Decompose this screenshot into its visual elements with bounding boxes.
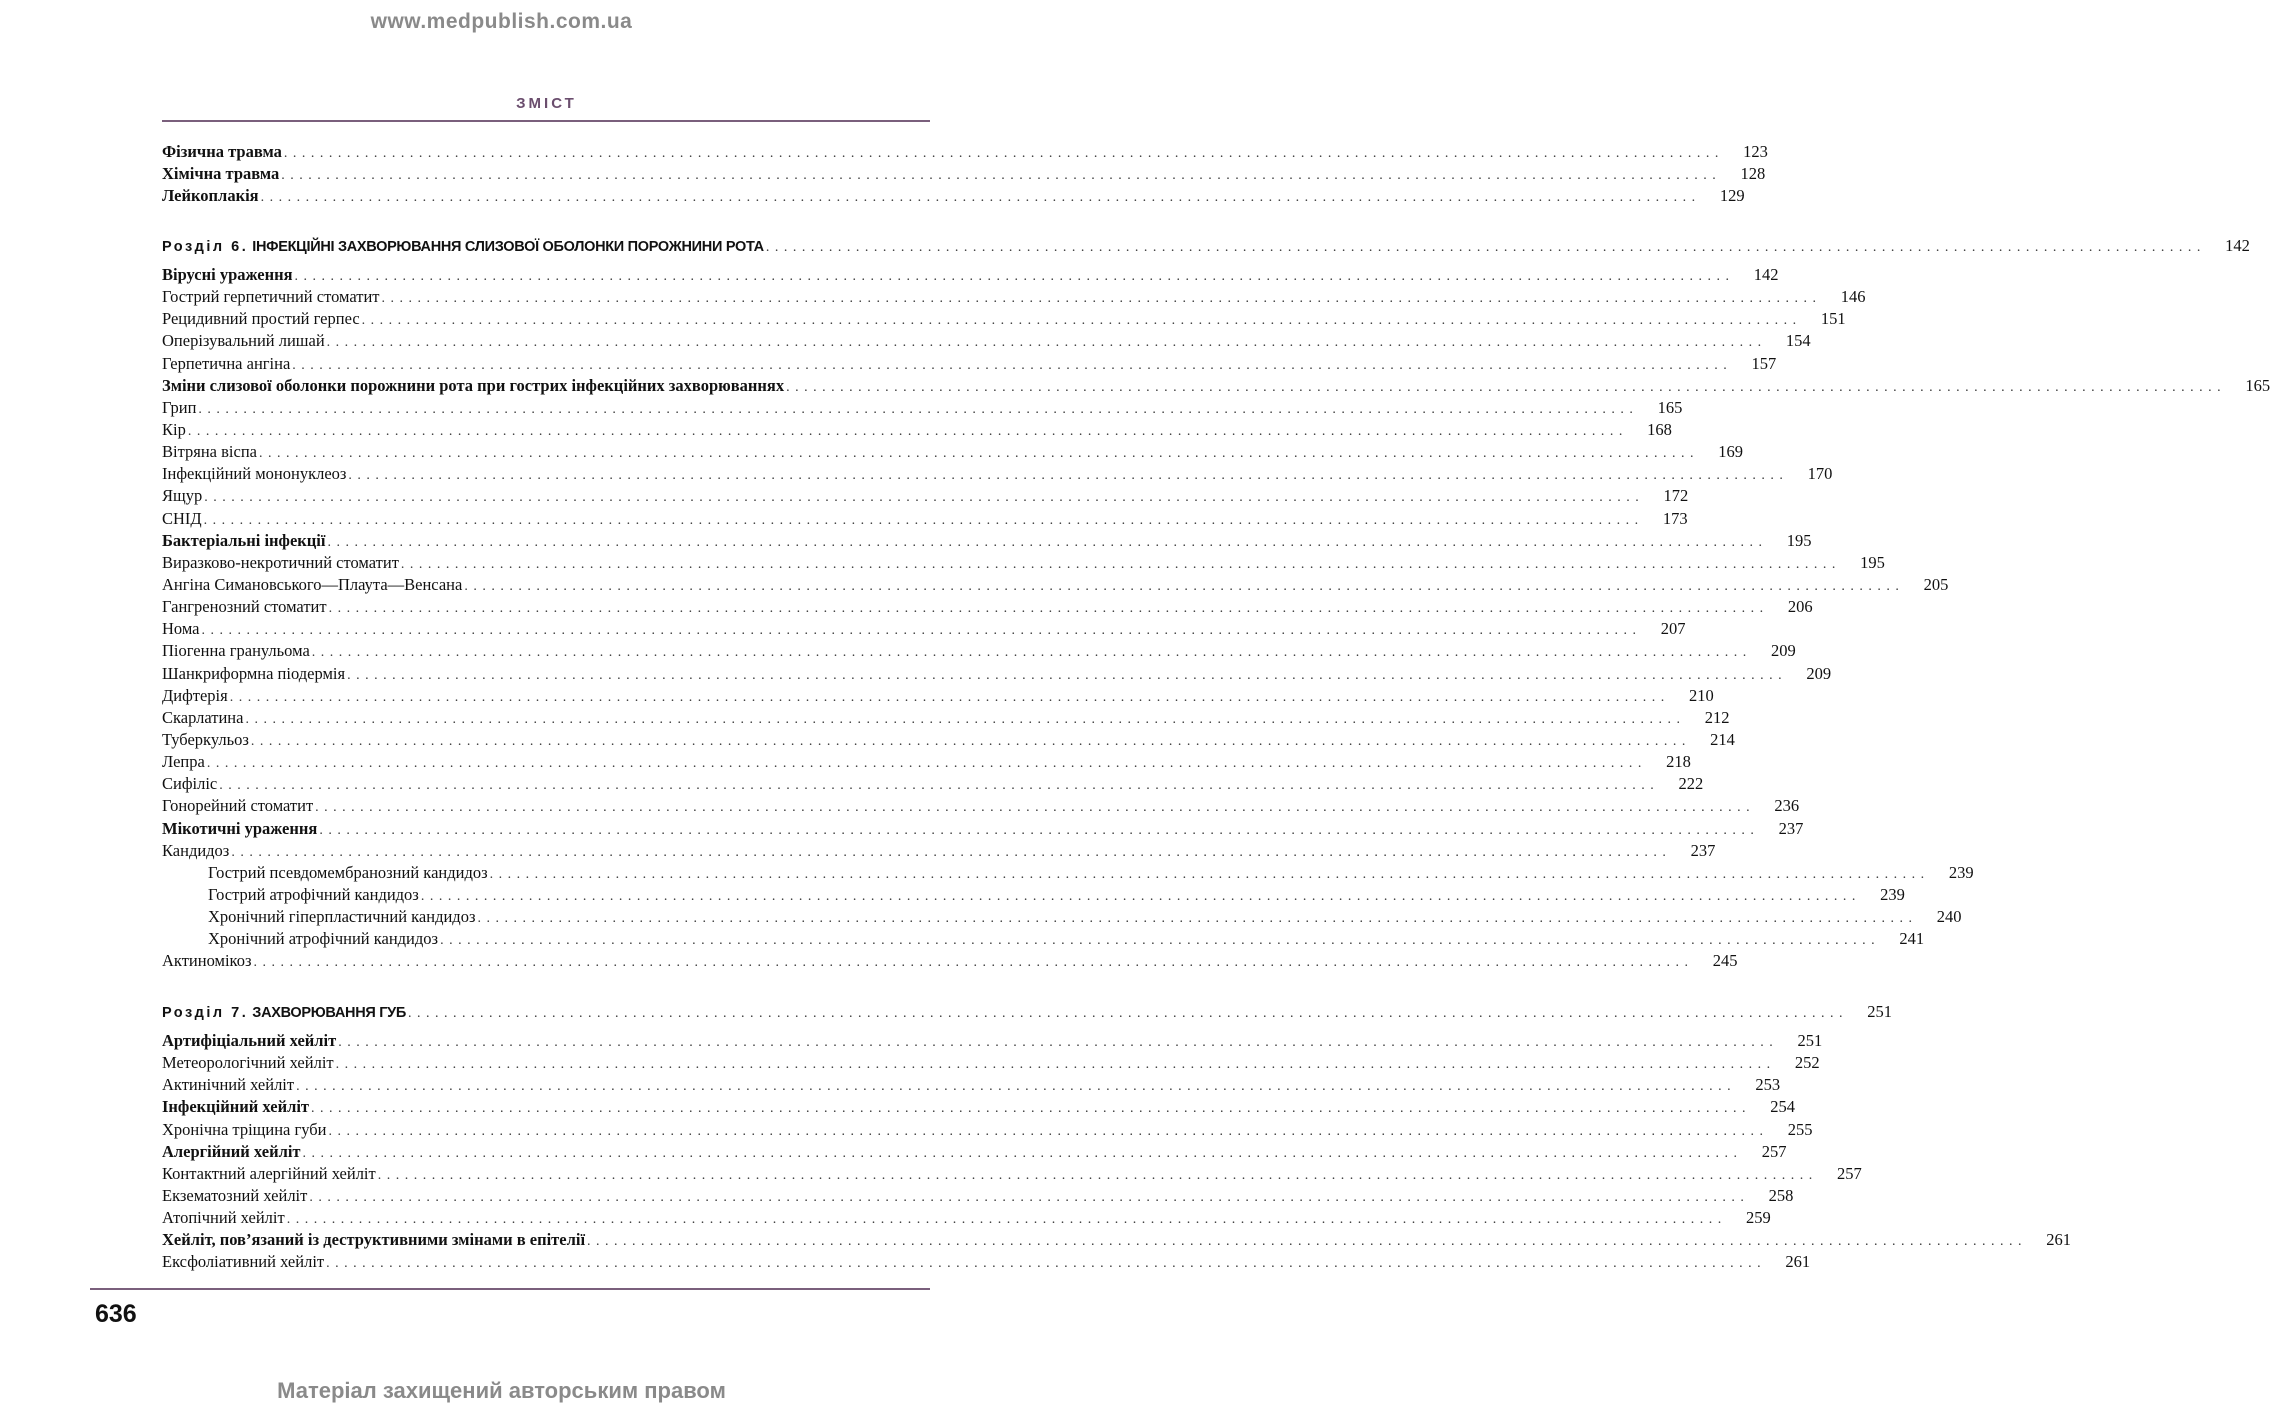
toc-entry[interactable] <box>162 1052 1820 1074</box>
toc-entry[interactable] <box>162 353 1777 375</box>
toc-entry[interactable] <box>162 818 1804 840</box>
toc-entry-page-number: 237 <box>1690 840 1716 860</box>
toc-entry-page-number: 151 <box>1820 309 1846 329</box>
toc-entry-label: Бактеріальні інфекції <box>162 530 326 550</box>
section-heading-row[interactable] <box>162 235 2250 257</box>
toc-entry-label: Лейкоплакія <box>162 186 259 206</box>
dot-leader: ................................................................................................................................................................ <box>347 667 1788 683</box>
dot-leader: ................................................................................................................................................................ <box>315 800 1756 816</box>
toc-entry-label: Хейліт, пов’язаний із деструктивними змінами в епітелії <box>162 1230 586 1250</box>
toc-entry[interactable] <box>162 884 1905 906</box>
toc-entry[interactable] <box>162 685 1714 707</box>
toc-entry-label: Фізична травма <box>162 142 282 161</box>
toc-entry[interactable] <box>162 707 1730 729</box>
toc-group-6 <box>162 264 2270 973</box>
toc-entry-page-number: 236 <box>1774 796 1800 816</box>
toc-entry-page-number: 218 <box>1666 752 1691 772</box>
toc-entry-label: Метеорологічний хейліт <box>162 1053 334 1073</box>
toc-entry-page-number: 210 <box>1688 685 1714 705</box>
dot-leader: ................................................................................................................................................................ <box>381 291 1822 307</box>
toc-entry[interactable] <box>162 1207 1771 1229</box>
toc-entry-label: Лепра <box>162 752 205 772</box>
dot-leader: ................................................................................................................................................................ <box>206 756 1647 772</box>
section-heading-label <box>162 236 764 258</box>
toc-entry-page-number: 239 <box>1948 862 1974 882</box>
section-title: ІНФЕКЦІЙНІ ЗАХВОРЮВАННЯ СЛИЗОВОЇ ОБОЛОНКИ ПОРОЖНИНИ РОТА <box>252 239 764 255</box>
toc-entry-page-number: 252 <box>1794 1053 1820 1073</box>
dot-leader: ................................................................................................................................................................ <box>311 1101 1752 1117</box>
toc-entry-page-number: 209 <box>1771 641 1796 661</box>
section-number: Розділ 6. <box>162 239 249 255</box>
toc-entry-label: Дифтерія <box>162 685 228 705</box>
dot-leader: ................................................................................................................................................................ <box>260 190 1701 206</box>
toc-entry[interactable] <box>162 906 1962 928</box>
toc-entry[interactable] <box>162 596 1813 618</box>
toc-entry-page-number: 254 <box>1770 1097 1796 1117</box>
toc-entry-page-number: 157 <box>1751 353 1777 373</box>
page-number: 636 <box>95 1300 137 1328</box>
dot-leader: ................................................................................................................................................................ <box>786 379 2227 395</box>
dot-leader: ................................................................................................................................................................ <box>229 689 1670 705</box>
toc-section-6 <box>162 235 2250 257</box>
toc-entry-label: Актиномікоз <box>162 951 252 971</box>
toc-entry-page-number: 222 <box>1678 774 1704 794</box>
toc-entry-label: Ексфоліативний хейліт <box>162 1252 325 1272</box>
toc-entry-label: Туберкульоз <box>162 729 249 749</box>
toc-group-7 <box>162 1030 2072 1274</box>
toc-section-7 <box>162 1001 1892 1023</box>
toc-entry-label: Гонорейний стоматит <box>162 796 314 816</box>
dot-leader: ................................................................................................................................................................ <box>281 168 1722 184</box>
section-title: ЗАХВОРЮВАННЯ ГУБ <box>252 1005 406 1021</box>
toc-entry-label: Хронічний гіперпластичний кандидоз <box>208 907 476 927</box>
toc-entry-page-number: 237 <box>1778 818 1804 838</box>
toc-entry[interactable] <box>162 1229 2072 1251</box>
site-url-watermark: www.medpublish.com.ua <box>370 10 633 33</box>
toc-entry-page-number: 207 <box>1660 619 1686 639</box>
dot-leader: ................................................................................................................................................................ <box>338 1035 1779 1050</box>
toc-entry[interactable] <box>162 1074 1781 1096</box>
toc-entry-page-number: 257 <box>1836 1163 1862 1183</box>
toc-entry-label: Ангіна Симановського—Плаута—Венсана <box>162 574 463 594</box>
toc-entry-label: Нома <box>162 619 200 639</box>
section-page-number: 142 <box>2225 236 2250 255</box>
header-rule <box>162 120 930 122</box>
toc-entry[interactable] <box>162 840 1716 862</box>
toc-entry-label: Атопічний хейліт <box>162 1208 285 1228</box>
toc-entry-page-number: 129 <box>1719 186 1745 206</box>
toc-entry-page-number: 195 <box>1786 530 1812 550</box>
dot-leader: ................................................................................................................................................................ <box>328 1123 1769 1139</box>
toc-entry-page-number: 165 <box>1657 397 1683 417</box>
toc-entry-page-number: 240 <box>1936 907 1962 927</box>
toc-entry-page-number: 212 <box>1704 707 1730 727</box>
toc-entry-label: Піогенна гранульома <box>162 641 310 661</box>
dot-leader: ................................................................................................................................................................ <box>361 313 1802 329</box>
toc-entry[interactable] <box>162 463 1833 485</box>
toc-entry[interactable] <box>162 751 1691 773</box>
toc-entry-page-number: 168 <box>1647 419 1672 439</box>
toc-entry[interactable] <box>162 552 1885 574</box>
dot-leader: ................................................................................................................................................................ <box>319 822 1760 838</box>
toc-entry[interactable] <box>162 264 1779 286</box>
dot-leader: ................................................................................................................................................................ <box>765 240 2206 255</box>
toc-entry-label: Вірусні ураження <box>162 265 293 284</box>
toc-entry-label: СНІД <box>162 508 202 528</box>
toc-entry-label: Кандидоз <box>162 840 230 860</box>
toc-entry[interactable] <box>162 1119 1813 1141</box>
dot-leader: ................................................................................................................................................................ <box>309 1189 1750 1205</box>
dot-leader: ................................................................................................................................................................ <box>327 534 1768 550</box>
toc-entry-label: Зміни слизової оболонки порожнини рота при гострих інфекційних захворюваннях <box>162 375 785 395</box>
dot-leader: ................................................................................................................................................................ <box>292 357 1733 373</box>
dot-leader: ................................................................................................................................................................ <box>328 601 1769 617</box>
dot-leader: ................................................................................................................................................................ <box>335 1057 1776 1073</box>
toc-entry[interactable] <box>162 185 1745 207</box>
dot-leader: ................................................................................................................................................................ <box>250 733 1691 749</box>
toc-entry-page-number: 261 <box>1785 1252 1811 1272</box>
footer-rule <box>90 1288 930 1290</box>
toc-entry-page-number: 259 <box>1745 1208 1771 1228</box>
toc-entry-label: Хронічний атрофічний кандидоз <box>208 929 439 949</box>
section-heading-label <box>162 1002 406 1024</box>
section-page-number: 251 <box>1867 1002 1892 1021</box>
toc-entry-label: Вітряна віспа <box>162 442 257 462</box>
dot-leader: ................................................................................................................................................................ <box>587 1234 2028 1250</box>
toc-entry-label: Хронічна тріщина губи <box>162 1119 327 1139</box>
toc-entry-page-number: 170 <box>1807 464 1833 484</box>
toc-entry[interactable] <box>162 928 1925 950</box>
dot-leader: ................................................................................................................................................................ <box>187 423 1628 439</box>
toc-entry[interactable] <box>162 485 1689 507</box>
section-heading-row[interactable] <box>162 1001 1892 1023</box>
toc-entry-label: Контактний алергійний хейліт <box>162 1163 376 1183</box>
toc-entry[interactable] <box>162 663 1832 685</box>
dot-leader: ................................................................................................................................................................ <box>326 335 1767 351</box>
toc-entry[interactable] <box>162 795 1800 817</box>
toc-entry-label: Ящур <box>162 486 203 506</box>
toc-entry-page-number: 257 <box>1761 1141 1787 1161</box>
toc-entry-label: Герпетична ангіна <box>162 353 291 373</box>
toc-entry-page-number: 209 <box>1806 663 1832 683</box>
toc-entry[interactable] <box>162 1096 1796 1118</box>
toc-entry-page-number: 239 <box>1880 884 1905 904</box>
toc-entry-page-number: 165 <box>2245 375 2270 395</box>
toc-entry-label: Грип <box>162 397 197 417</box>
toc-entry[interactable] <box>162 330 1811 352</box>
dot-leader: ................................................................................................................................................................ <box>283 146 1724 161</box>
dot-leader: ................................................................................................................................................................ <box>198 401 1639 417</box>
toc-entry-page-number: 123 <box>1743 142 1768 161</box>
toc-entry-label: Інфекційний мононуклеоз <box>162 464 347 484</box>
dot-leader: ................................................................................................................................................................ <box>400 556 1841 572</box>
toc-entry-page-number: 142 <box>1753 265 1779 284</box>
toc-entry[interactable] <box>162 640 1796 662</box>
toc-entry-label: Виразково-некротичний стоматит <box>162 552 399 572</box>
toc-entry-page-number: 154 <box>1785 331 1811 351</box>
toc-entry-page-number: 251 <box>1797 1031 1823 1050</box>
dot-leader: ................................................................................................................................................................ <box>348 468 1789 484</box>
toc-entry[interactable] <box>162 1030 1823 1052</box>
toc-entry-label: Оперізувальний лишай <box>162 331 325 351</box>
dot-leader: ................................................................................................................................................................ <box>204 490 1645 506</box>
toc-entry[interactable] <box>162 308 1846 330</box>
toc-entry[interactable] <box>162 141 1768 163</box>
dot-leader: ................................................................................................................................................................ <box>245 711 1686 727</box>
toc-entry-page-number: 169 <box>1718 442 1743 462</box>
toc-entry[interactable] <box>162 773 1704 795</box>
toc-entry-page-number: 195 <box>1860 552 1885 572</box>
toc-entry[interactable] <box>162 1251 1811 1273</box>
toc-entry-label: Гострий атрофічний кандидоз <box>208 884 419 904</box>
toc-entry-page-number: 172 <box>1663 486 1689 506</box>
toc-entry[interactable] <box>162 419 1672 441</box>
toc-entry[interactable] <box>162 375 2270 397</box>
toc-entry[interactable] <box>162 862 1974 884</box>
toc-entry-page-number: 258 <box>1768 1185 1794 1205</box>
dot-leader: ................................................................................................................................................................ <box>201 623 1642 639</box>
toc-entry[interactable] <box>162 163 1766 185</box>
running-header-title: ЗМІСТ <box>516 95 577 112</box>
toc-entry-label: Скарлатина <box>162 707 244 727</box>
toc-entry-label: Інфекційний хейліт <box>162 1097 310 1117</box>
toc-entry[interactable] <box>162 286 1866 308</box>
toc-entry[interactable] <box>162 530 1812 552</box>
toc-entry[interactable] <box>162 574 1949 596</box>
toc-entry-page-number: 214 <box>1710 729 1735 749</box>
toc-entry-label: Артифіціальний хейліт <box>162 1031 337 1050</box>
toc-entry-page-number: 206 <box>1787 597 1813 617</box>
toc-entry-label: Кір <box>162 419 186 439</box>
dot-leader: ................................................................................................................................................................ <box>489 866 1930 882</box>
dot-leader: ................................................................................................................................................................ <box>311 645 1752 661</box>
dot-leader: ................................................................................................................................................................ <box>203 512 1644 528</box>
dot-leader: ................................................................................................................................................................ <box>408 1006 1848 1021</box>
dot-leader: ................................................................................................................................................................ <box>377 1167 1818 1183</box>
dot-leader: ................................................................................................................................................................ <box>231 844 1672 860</box>
toc-entry-label: Рецидивний простий герпес <box>162 309 360 329</box>
toc-entry-page-number: 146 <box>1840 287 1866 307</box>
toc-group-1 <box>162 141 1768 207</box>
toc-entry-page-number: 173 <box>1662 508 1688 528</box>
toc-entry[interactable] <box>162 950 1738 972</box>
dot-leader: ................................................................................................................................................................ <box>420 888 1861 904</box>
dot-leader: ................................................................................................................................................................ <box>326 1256 1767 1272</box>
dot-leader: ................................................................................................................................................................ <box>296 1079 1737 1095</box>
toc-entry-page-number: 205 <box>1923 574 1949 594</box>
dot-leader: ................................................................................................................................................................ <box>477 911 1918 927</box>
toc-entry-label: Хімічна травма <box>162 164 280 184</box>
toc-entry-label: Гострий герпетичний стоматит <box>162 287 380 307</box>
dot-leader: ................................................................................................................................................................ <box>258 446 1699 462</box>
dot-leader: ................................................................................................................................................................ <box>219 778 1660 794</box>
dot-leader: ................................................................................................................................................................ <box>286 1212 1727 1228</box>
toc-entry-label: Сифіліс <box>162 774 218 794</box>
dot-leader: ................................................................................................................................................................ <box>294 269 1735 284</box>
section-number: Розділ 7. <box>162 1005 249 1021</box>
toc-entry[interactable] <box>162 441 1743 463</box>
toc-entry[interactable] <box>162 1163 1862 1185</box>
toc-entry-label: Гострий псевдомембранозний кандидоз <box>208 862 488 882</box>
dot-leader: ................................................................................................................................................................ <box>464 578 1905 594</box>
toc-entry[interactable] <box>162 1141 1787 1163</box>
toc-entry-label: Алергійний хейліт <box>162 1141 301 1161</box>
toc-entry-label: Актинічний хейліт <box>162 1075 295 1095</box>
toc-entry[interactable] <box>162 397 1683 419</box>
toc-entry-label: Шанкриформна піодермія <box>162 663 346 683</box>
toc-entry-page-number: 253 <box>1755 1075 1781 1095</box>
toc-entry-page-number: 255 <box>1787 1119 1813 1139</box>
toc-entry-page-number: 245 <box>1712 951 1738 971</box>
toc-entry-page-number: 128 <box>1740 164 1766 184</box>
dot-leader: ................................................................................................................................................................ <box>253 955 1694 971</box>
toc-entry[interactable] <box>162 508 1688 530</box>
copyright-note: Матеріал захищений авторським правом <box>277 1378 726 1403</box>
toc-entry-page-number: 261 <box>2046 1230 2072 1250</box>
dot-leader: ................................................................................................................................................................ <box>440 933 1881 949</box>
toc-entry[interactable] <box>162 1185 1794 1207</box>
toc-entry-page-number: 241 <box>1899 929 1925 949</box>
toc-entry-label: Гангренозний стоматит <box>162 597 327 617</box>
toc-entry[interactable] <box>162 618 1686 640</box>
dot-leader: ................................................................................................................................................................ <box>302 1145 1743 1161</box>
toc-entry-label: Мікотичні ураження <box>162 818 318 838</box>
toc-entry-label: Екзематозний хейліт <box>162 1185 308 1205</box>
toc-entry[interactable] <box>162 729 1735 751</box>
